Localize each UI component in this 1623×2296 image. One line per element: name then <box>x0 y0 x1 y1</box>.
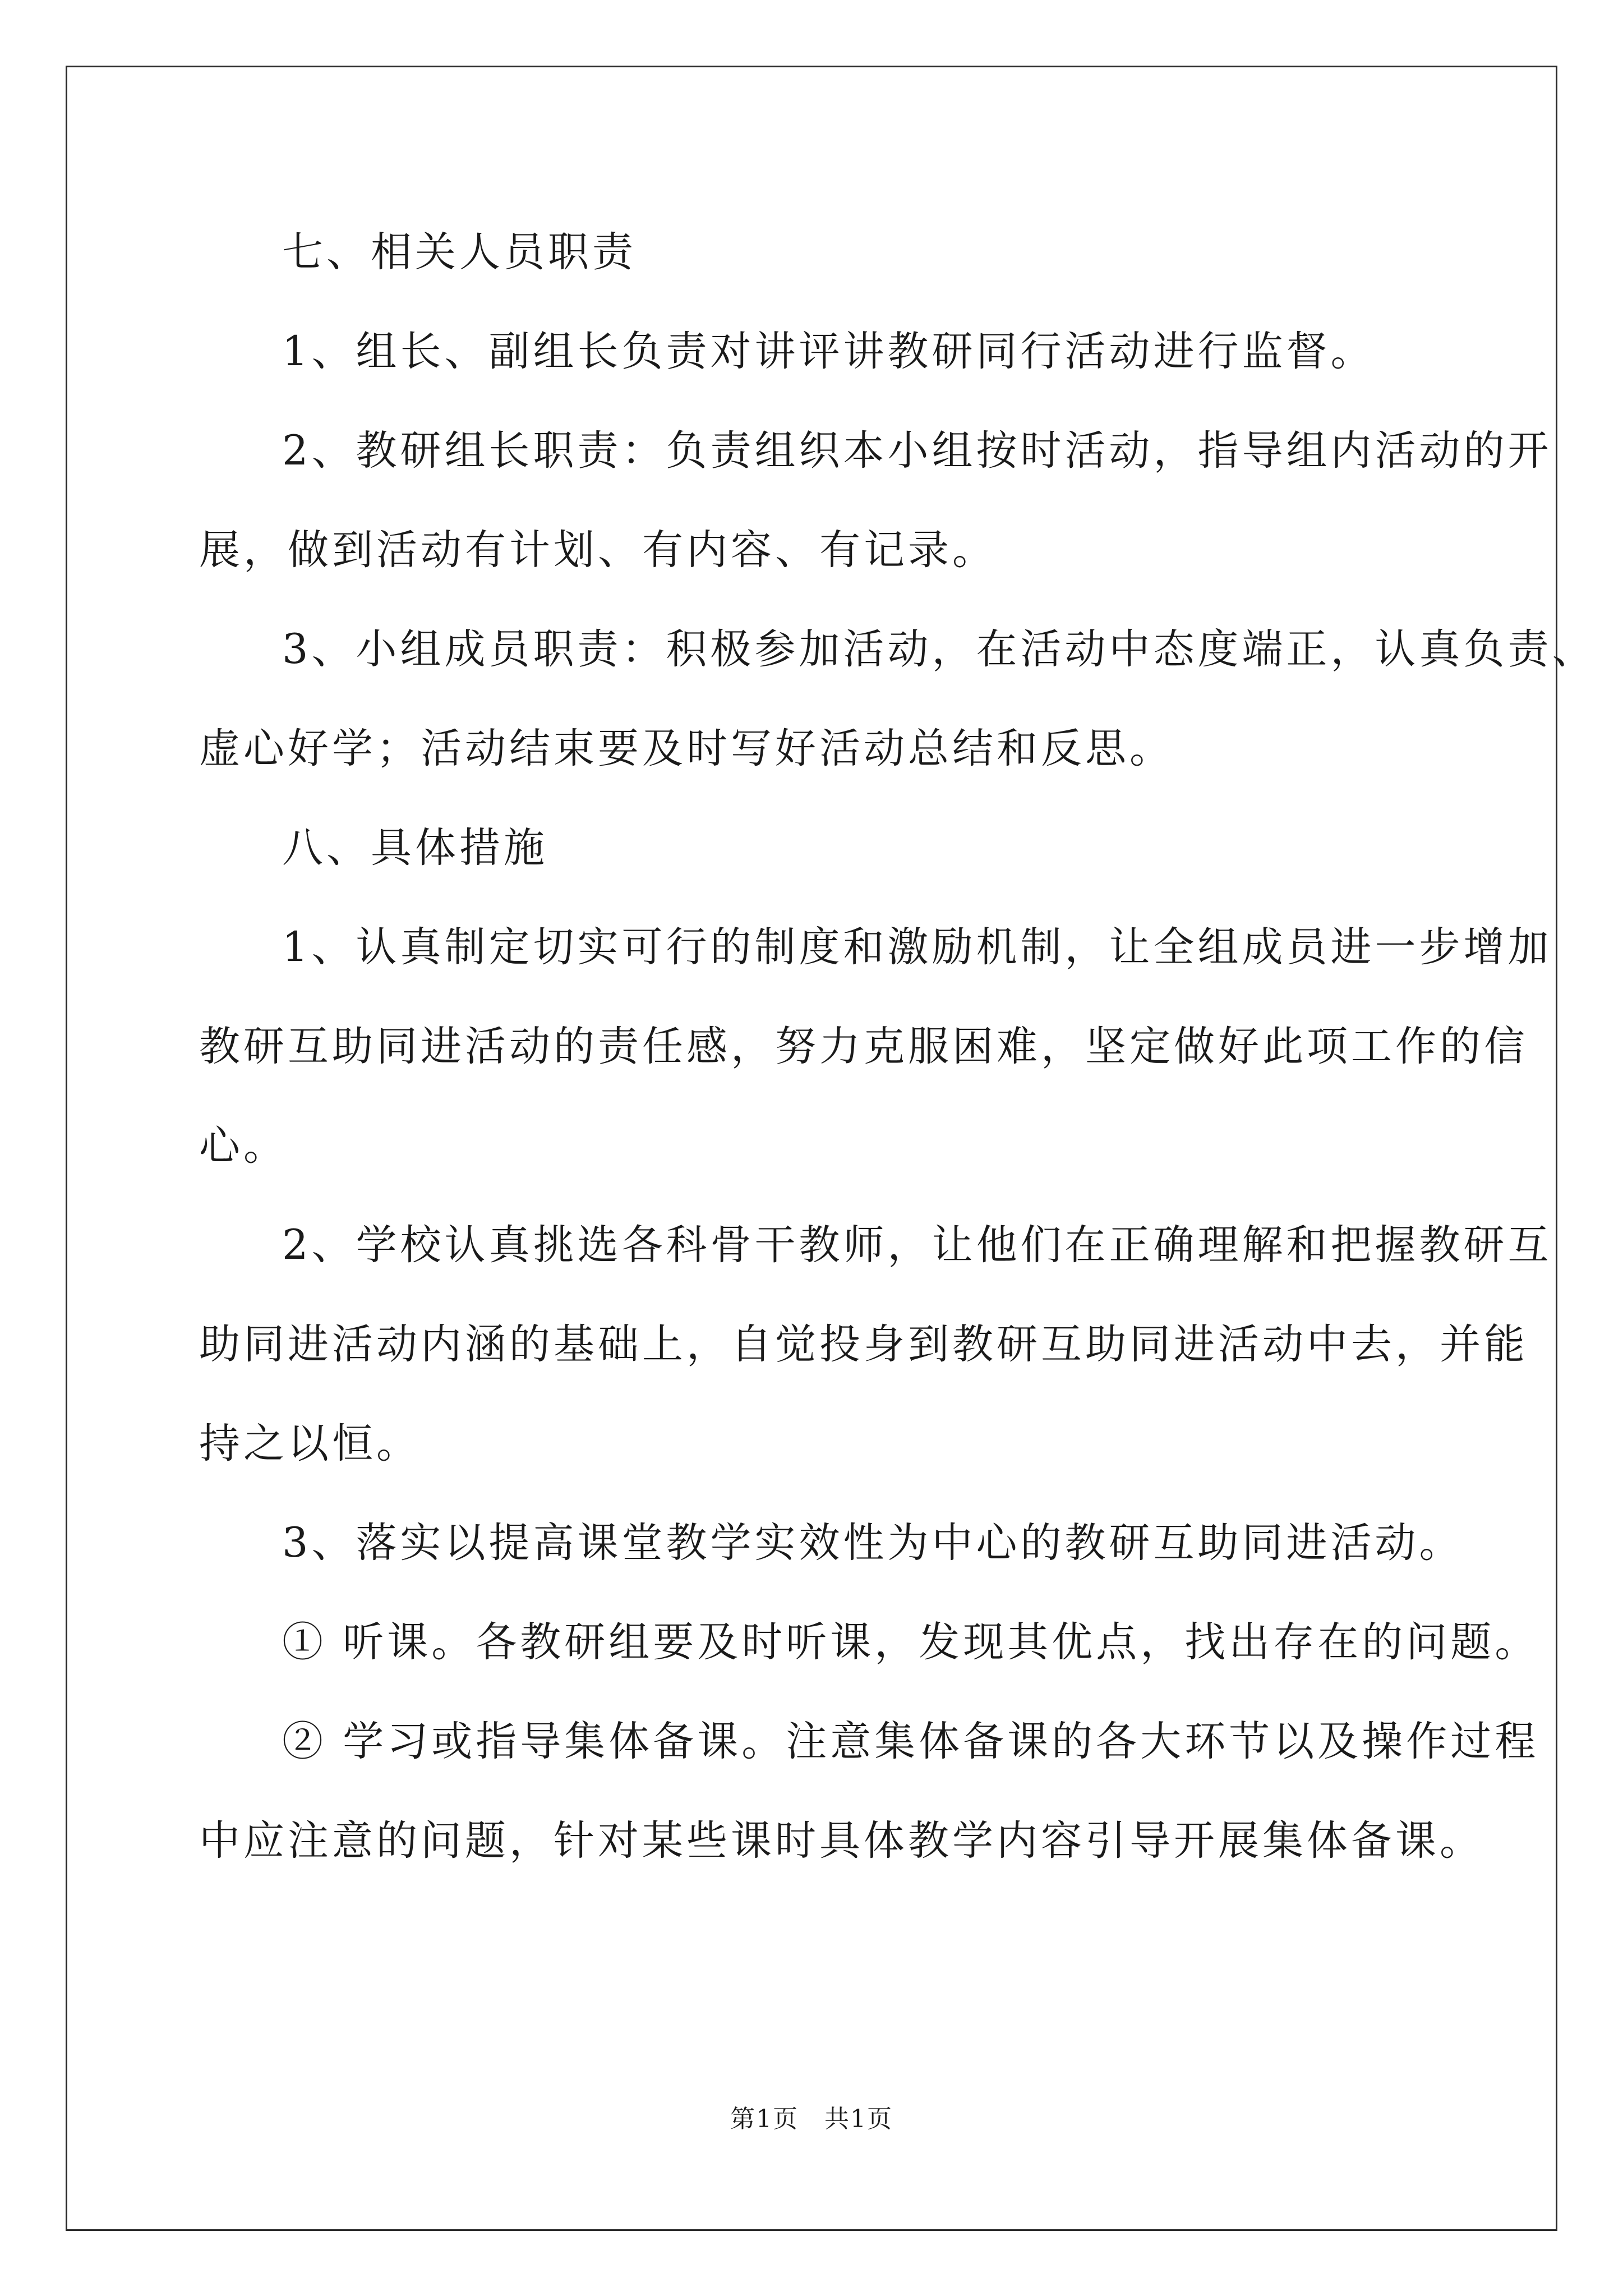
paragraph-line: ② 学习或指导集体备课。注意集体备课的各大环节以及操作过程 <box>282 1718 1539 1765</box>
paragraph-line: 教研互助同进活动的责任感，努力克服困难，坚定做好此项工作的信 <box>199 1023 1528 1070</box>
page-number-footer: 第1页 共1页 <box>730 2105 893 2133</box>
paragraph-line: 虚心好学；活动结束要及时写好活动总结和反思。 <box>199 725 1174 772</box>
paragraph-line: 展，做到活动有计划、有内容、有记录。 <box>199 526 997 574</box>
paragraph-line: 中应注意的问题，针对某些课时具体教学内容引导开展集体备课。 <box>199 1817 1484 1865</box>
paragraph-line: ① 听课。各教研组要及时听课，发现其优点，找出存在的问题。 <box>282 1618 1539 1666</box>
paragraph-line: 心。 <box>199 1122 288 1170</box>
paragraph-line: 助同进活动内涵的基础上，自觉投身到教研互助同进活动中去，并能 <box>199 1320 1528 1368</box>
paragraph-line: 1、认真制定切实可行的制度和激励机制，让全组成员进一步增加 <box>282 923 1552 971</box>
paragraph-line: 2、教研组长职责：负责组织本小组按时活动，指导组内活动的开 <box>282 427 1552 475</box>
page-border <box>66 66 1557 2231</box>
paragraph-line: 3、小组成员职责：积极参加活动，在活动中态度端正，认真负责、 <box>282 625 1597 673</box>
paragraph-line: 2、学校认真挑选各科骨干教师，让他们在正确理解和把握教研互 <box>282 1221 1552 1269</box>
paragraph-line: 3、落实以提高课堂教学实效性为中心的教研互助同进活动。 <box>282 1519 1464 1567</box>
paragraph-line: 持之以恒。 <box>199 1420 421 1467</box>
section-heading-7: 七、相关人员职责 <box>282 228 637 276</box>
paragraph-line: 1、组长、副组长负责对讲评讲教研同行活动进行监督。 <box>282 328 1375 375</box>
section-heading-8: 八、具体措施 <box>282 824 548 872</box>
